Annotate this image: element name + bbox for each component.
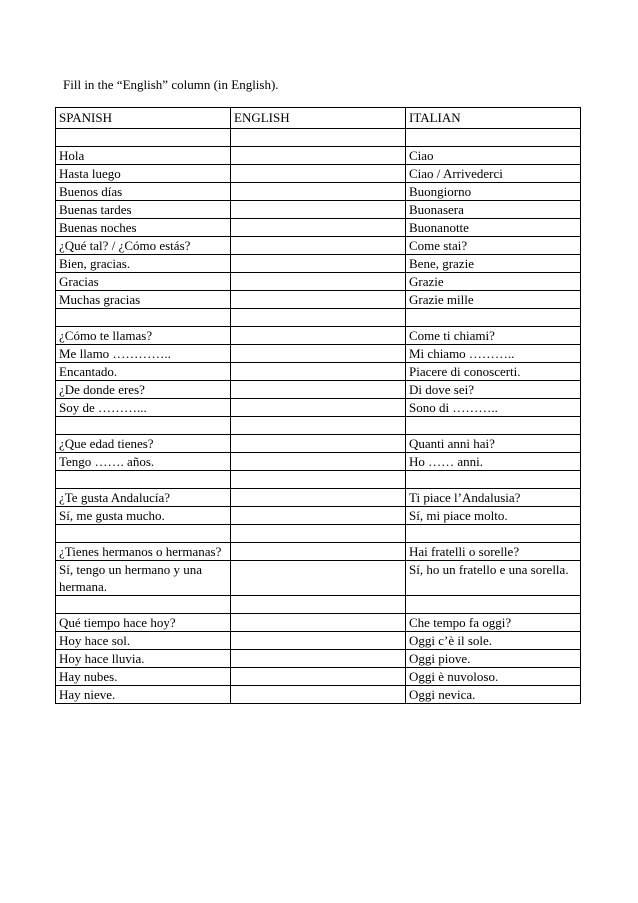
spanish-cell: Hoy hace lluvia. [56,650,231,668]
spanish-cell: Buenas noches [56,219,231,237]
italian-cell: Oggi nevica. [406,686,581,704]
spanish-cell: Bien, gracias. [56,255,231,273]
table-row [56,237,581,255]
table-row [56,435,581,453]
vocabulary-table [55,107,581,704]
table-row [56,345,581,363]
table-spacer-row [56,596,581,614]
table-row [56,255,581,273]
italian-cell: Grazie [406,273,581,291]
spanish-cell [56,596,231,614]
table-row [56,650,581,668]
header-english: ENGLISH [231,108,406,129]
english-answer-cell [231,273,406,291]
spanish-cell [56,129,231,147]
english-answer-cell [231,507,406,525]
english-answer-cell [231,327,406,345]
table-row [56,327,581,345]
italian-cell: Hai fratelli o sorelle? [406,543,581,561]
english-answer-cell [231,417,406,435]
italian-cell [406,471,581,489]
spanish-cell: Tengo ……. años. [56,453,231,471]
header-spanish: SPANISH [56,108,231,129]
table-row [56,399,581,417]
table-header-row [56,108,581,129]
italian-cell: Ho …… anni. [406,453,581,471]
italian-cell: Sí, mi piace molto. [406,507,581,525]
header-italian: ITALIAN [406,108,581,129]
english-answer-cell [231,363,406,381]
spanish-cell: Hay nieve. [56,686,231,704]
spanish-cell: ¿De donde eres? [56,381,231,399]
table-row [56,219,581,237]
spanish-cell [56,417,231,435]
table-row [56,507,581,525]
spanish-cell: Muchas gracias [56,291,231,309]
italian-cell: Oggi c’è il sole. [406,632,581,650]
spanish-cell: ¿Te gusta Andalucía? [56,489,231,507]
table-row [56,183,581,201]
english-answer-cell [231,650,406,668]
table-spacer-row [56,309,581,327]
worksheet-instruction: Fill in the “English” column (in English). [63,77,279,92]
english-answer-cell [231,381,406,399]
english-answer-cell [231,399,406,417]
table-row [56,489,581,507]
english-answer-cell [231,345,406,363]
italian-cell: Ti piace l’Andalusia? [406,489,581,507]
spanish-cell: Sí, tengo un hermano y una hermana. [56,561,231,596]
spanish-cell [56,309,231,327]
spanish-cell [56,471,231,489]
italian-cell: Piacere di conoscerti. [406,363,581,381]
english-answer-cell [231,668,406,686]
spanish-cell: ¿Tienes hermanos o hermanas? [56,543,231,561]
spanish-cell: Sí, me gusta mucho. [56,507,231,525]
table-spacer-row [56,129,581,147]
table-row [56,363,581,381]
english-answer-cell [231,525,406,543]
english-answer-cell [231,543,406,561]
spanish-cell: Qué tiempo hace hoy? [56,614,231,632]
italian-cell: Buonanotte [406,219,581,237]
table-row [56,381,581,399]
spanish-cell: Buenos días [56,183,231,201]
english-answer-cell [231,309,406,327]
spanish-cell [56,525,231,543]
italian-cell: Ciao / Arrivederci [406,165,581,183]
table-spacer-row [56,525,581,543]
italian-cell [406,129,581,147]
table-row [56,291,581,309]
english-answer-cell [231,165,406,183]
italian-cell [406,525,581,543]
spanish-cell: Hoy hace sol. [56,632,231,650]
italian-cell: Bene, grazie [406,255,581,273]
english-answer-cell [231,614,406,632]
table-row [56,165,581,183]
italian-cell: Sí, ho un fratello e una sorella. [406,561,581,596]
english-answer-cell [231,183,406,201]
english-answer-cell [231,596,406,614]
italian-cell [406,417,581,435]
table-spacer-row [56,417,581,435]
english-answer-cell [231,686,406,704]
spanish-cell: Gracias [56,273,231,291]
spanish-cell: Encantado. [56,363,231,381]
english-answer-cell [231,471,406,489]
italian-cell: Buonasera [406,201,581,219]
english-answer-cell [231,219,406,237]
table-row [56,147,581,165]
english-answer-cell [231,632,406,650]
spanish-cell: Hola [56,147,231,165]
table-row [56,614,581,632]
english-answer-cell [231,435,406,453]
english-answer-cell [231,147,406,165]
italian-cell: Come ti chiami? [406,327,581,345]
table-row [56,201,581,219]
italian-cell: Sono di ……….. [406,399,581,417]
table-row [56,686,581,704]
spanish-cell: Soy de ………... [56,399,231,417]
table-row [56,273,581,291]
english-answer-cell [231,237,406,255]
spanish-cell: Hay nubes. [56,668,231,686]
italian-cell: Che tempo fa oggi? [406,614,581,632]
table-row [56,543,581,561]
italian-cell: Oggi piove. [406,650,581,668]
english-answer-cell [231,201,406,219]
table-spacer-row [56,471,581,489]
english-answer-cell [231,291,406,309]
italian-cell: Oggi è nuvoloso. [406,668,581,686]
table-row [56,561,581,596]
italian-cell: Come stai? [406,237,581,255]
table-row [56,453,581,471]
italian-cell: Mi chiamo ……….. [406,345,581,363]
english-answer-cell [231,489,406,507]
italian-cell: Di dove sei? [406,381,581,399]
english-answer-cell [231,255,406,273]
italian-cell: Grazie mille [406,291,581,309]
spanish-cell: Buenas tardes [56,201,231,219]
spanish-cell: ¿Que edad tienes? [56,435,231,453]
spanish-cell: Me llamo ………….. [56,345,231,363]
italian-cell [406,309,581,327]
english-answer-cell [231,561,406,596]
table-row [56,668,581,686]
italian-cell: Ciao [406,147,581,165]
english-answer-cell [231,453,406,471]
italian-cell [406,596,581,614]
spanish-cell: ¿Qué tal? / ¿Cómo estás? [56,237,231,255]
spanish-cell: ¿Cómo te llamas? [56,327,231,345]
italian-cell: Quanti anni hai? [406,435,581,453]
spanish-cell: Hasta luego [56,165,231,183]
italian-cell: Buongiorno [406,183,581,201]
english-answer-cell [231,129,406,147]
table-row [56,632,581,650]
